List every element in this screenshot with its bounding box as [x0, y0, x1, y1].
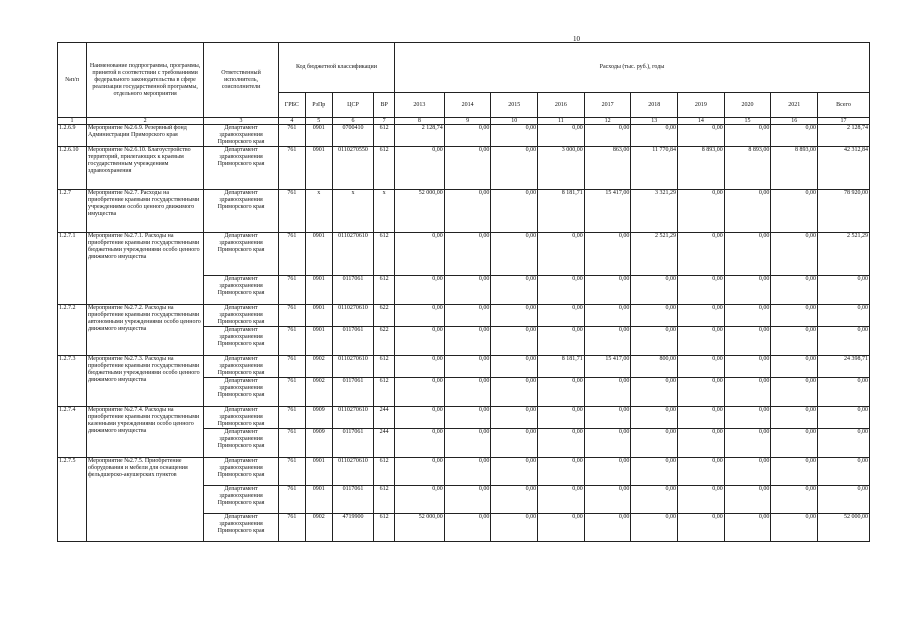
- year-value: 0,00: [678, 429, 725, 458]
- year-value: 0,00: [584, 514, 631, 542]
- year-value: 0,00: [491, 356, 538, 378]
- grbs-code: 761: [278, 378, 305, 407]
- year-value: 0,00: [395, 378, 445, 407]
- year-value: 863,00: [584, 147, 631, 190]
- year-value: 0,00: [538, 233, 585, 276]
- year-value: 0,00: [444, 233, 491, 276]
- rzpr-code: 0901: [305, 147, 332, 190]
- rzpr-code: 0901: [305, 327, 332, 356]
- vr-code: 244: [374, 407, 395, 429]
- csr-code: 0110270610: [332, 458, 373, 486]
- vr-code: 612: [374, 514, 395, 542]
- year-value: 0,00: [771, 125, 818, 147]
- grbs-code: 761: [278, 233, 305, 276]
- table-header: [58, 43, 870, 125]
- year-value: 0,00: [631, 486, 678, 514]
- row-number: 1.2.7.3: [58, 356, 87, 407]
- year-value: 0,00: [538, 458, 585, 486]
- csr-code: 0110270550: [332, 147, 373, 190]
- year-value: 0,00: [444, 514, 491, 542]
- col-header-expenses: Расходы (тыс. руб.), годы: [395, 43, 870, 93]
- col-header-responsible: Ответственный исполнитель, соисполнители: [204, 43, 279, 118]
- year-value: 0,00: [444, 407, 491, 429]
- column-number: 11: [538, 118, 585, 125]
- year-value: 0,00: [584, 407, 631, 429]
- year-value: 0,00: [395, 276, 445, 305]
- csr-code: 0700410: [332, 125, 373, 147]
- column-number: 12: [584, 118, 631, 125]
- total-value: 52 000,00: [818, 514, 870, 542]
- col-header-sub: 2013: [395, 93, 445, 118]
- col-header-name: Наименование подпрограммы, программы, принятой в соответствии с требованиями федерального законодательства в сфере реализации государственной программы, отдельного мероприятия: [87, 43, 204, 118]
- responsible-executor: Департамент здравоохранения Приморского края: [204, 125, 279, 147]
- responsible-executor: Департамент здравоохранения Приморского края: [204, 233, 279, 276]
- col-header-sub: 2020: [724, 93, 771, 118]
- year-value: 0,00: [444, 276, 491, 305]
- year-value: 0,00: [395, 233, 445, 276]
- year-value: 0,00: [538, 514, 585, 542]
- year-value: 0,00: [491, 458, 538, 486]
- activity-name: Мероприятие №2.7.2. Расходы на приобретение краевыми государственными автономными учреждениями особо ценного движимого имущества: [87, 305, 204, 356]
- year-value: 0,00: [584, 305, 631, 327]
- year-value: 2 128,74: [395, 125, 445, 147]
- year-value: 0,00: [771, 514, 818, 542]
- rzpr-code: 0901: [305, 233, 332, 276]
- year-value: 0,00: [724, 458, 771, 486]
- rzpr-code: 0909: [305, 407, 332, 429]
- column-number: 2: [87, 118, 204, 125]
- year-value: 52 000,00: [395, 190, 445, 233]
- col-header-sub: 2016: [538, 93, 585, 118]
- year-value: 3 000,00: [538, 147, 585, 190]
- column-number: 16: [771, 118, 818, 125]
- year-value: 0,00: [538, 407, 585, 429]
- year-value: 0,00: [491, 125, 538, 147]
- grbs-code: 761: [278, 125, 305, 147]
- year-value: 0,00: [724, 276, 771, 305]
- year-value: 0,00: [538, 276, 585, 305]
- year-value: 0,00: [491, 407, 538, 429]
- year-value: 0,00: [771, 276, 818, 305]
- year-value: 0,00: [771, 407, 818, 429]
- grbs-code: 761: [278, 305, 305, 327]
- col-header-num: №п/п: [58, 43, 87, 118]
- col-header-sub: 2019: [678, 93, 725, 118]
- year-value: 2 521,29: [631, 233, 678, 276]
- csr-code: 0110270610: [332, 233, 373, 276]
- row-number: 1.2.7.1: [58, 233, 87, 305]
- grbs-code: 761: [278, 276, 305, 305]
- year-value: 0,00: [444, 190, 491, 233]
- table-body: [58, 125, 870, 542]
- csr-code: 0110270610: [332, 356, 373, 378]
- vr-code: 612: [374, 356, 395, 378]
- grbs-code: 761: [278, 514, 305, 542]
- responsible-executor: Департамент здравоохранения Приморского края: [204, 514, 279, 542]
- vr-code: 622: [374, 327, 395, 356]
- rzpr-code: х: [305, 190, 332, 233]
- total-value: 0,00: [818, 407, 870, 429]
- col-header-sub: 2017: [584, 93, 631, 118]
- responsible-executor: Департамент здравоохранения Приморского края: [204, 305, 279, 327]
- year-value: 0,00: [771, 429, 818, 458]
- year-value: 0,00: [771, 305, 818, 327]
- year-value: 0,00: [491, 378, 538, 407]
- year-value: 0,00: [491, 147, 538, 190]
- year-value: 0,00: [771, 327, 818, 356]
- total-value: 0,00: [818, 276, 870, 305]
- vr-code: 622: [374, 305, 395, 327]
- col-header-sub: Всего: [818, 93, 870, 118]
- csr-code: 0117061: [332, 429, 373, 458]
- year-value: 0,00: [584, 125, 631, 147]
- grbs-code: 761: [278, 429, 305, 458]
- year-value: 0,00: [538, 429, 585, 458]
- rzpr-code: 0901: [305, 276, 332, 305]
- col-header-budget-code: Код бюджетной классификации: [278, 43, 394, 93]
- year-value: 0,00: [395, 429, 445, 458]
- year-value: 0,00: [771, 356, 818, 378]
- csr-code: 4719900: [332, 514, 373, 542]
- vr-code: 612: [374, 233, 395, 276]
- rzpr-code: 0901: [305, 486, 332, 514]
- table-row: [58, 407, 870, 429]
- year-value: 0,00: [631, 125, 678, 147]
- column-number: 17: [818, 118, 870, 125]
- vr-code: 612: [374, 125, 395, 147]
- column-number: 9: [444, 118, 491, 125]
- year-value: 800,00: [631, 356, 678, 378]
- vr-code: 612: [374, 276, 395, 305]
- table-row: [58, 147, 870, 190]
- year-value: 0,00: [631, 327, 678, 356]
- year-value: 0,00: [395, 305, 445, 327]
- year-value: 0,00: [584, 486, 631, 514]
- year-value: 0,00: [771, 486, 818, 514]
- responsible-executor: Департамент здравоохранения Приморского края: [204, 147, 279, 190]
- year-value: 0,00: [538, 125, 585, 147]
- year-value: 15 417,00: [584, 356, 631, 378]
- year-value: 0,00: [444, 458, 491, 486]
- table-row: [58, 458, 870, 486]
- total-value: 0,00: [818, 486, 870, 514]
- column-number: 14: [678, 118, 725, 125]
- rzpr-code: 0901: [305, 125, 332, 147]
- year-value: 0,00: [771, 378, 818, 407]
- column-number: 4: [278, 118, 305, 125]
- total-value: 0,00: [818, 429, 870, 458]
- grbs-code: 761: [278, 147, 305, 190]
- csr-code: 0117061: [332, 276, 373, 305]
- vr-code: 244: [374, 429, 395, 458]
- year-value: 0,00: [771, 233, 818, 276]
- row-number: 1.2.7.5: [58, 458, 87, 542]
- year-value: 0,00: [584, 233, 631, 276]
- year-value: 0,00: [584, 458, 631, 486]
- year-value: 0,00: [538, 305, 585, 327]
- activity-name: Мероприятие №2.7.5. Приобретение оборудования и мебели для оснащения фельдшерско-акушерских пунктов: [87, 458, 204, 542]
- total-value: 2 128,74: [818, 125, 870, 147]
- column-number: 15: [724, 118, 771, 125]
- year-value: 0,00: [724, 190, 771, 233]
- grbs-code: 761: [278, 356, 305, 378]
- year-value: 0,00: [678, 514, 725, 542]
- year-value: 0,00: [395, 458, 445, 486]
- responsible-executor: Департамент здравоохранения Приморского края: [204, 378, 279, 407]
- col-header-sub: ЦСР: [332, 93, 373, 118]
- year-value: 0,00: [631, 407, 678, 429]
- rzpr-code: 0901: [305, 458, 332, 486]
- responsible-executor: Департамент здравоохранения Приморского края: [204, 356, 279, 378]
- year-value: 0,00: [584, 378, 631, 407]
- col-header-sub: ВР: [374, 93, 395, 118]
- col-header-sub: 2014: [444, 93, 491, 118]
- vr-code: 612: [374, 378, 395, 407]
- year-value: 0,00: [538, 378, 585, 407]
- year-value: 8 893,00: [724, 147, 771, 190]
- year-value: 0,00: [538, 327, 585, 356]
- activity-name: Мероприятие №2.7. Расходы на приобретение краевыми государственными учреждениями особо ценного движимого имущества: [87, 190, 204, 233]
- year-value: 0,00: [678, 125, 725, 147]
- column-number: 10: [491, 118, 538, 125]
- year-value: 0,00: [395, 486, 445, 514]
- row-number: 1.2.7.4: [58, 407, 87, 458]
- csr-code: 0110270610: [332, 305, 373, 327]
- responsible-executor: Департамент здравоохранения Приморского края: [204, 327, 279, 356]
- total-value: 2 521,29: [818, 233, 870, 276]
- year-value: 0,00: [724, 407, 771, 429]
- year-value: 0,00: [678, 233, 725, 276]
- csr-code: 0117061: [332, 327, 373, 356]
- year-value: 0,00: [724, 327, 771, 356]
- column-number: 1: [58, 118, 87, 125]
- year-value: 0,00: [631, 429, 678, 458]
- table-row: [58, 356, 870, 378]
- column-number: 6: [332, 118, 373, 125]
- year-value: 0,00: [444, 327, 491, 356]
- activity-name: Мероприятие №2.7.4. Расходы на приобретение краевыми государственными казенными учреждениями особо ценного движимого имущества: [87, 407, 204, 458]
- total-value: 0,00: [818, 327, 870, 356]
- year-value: 0,00: [678, 327, 725, 356]
- vr-code: 612: [374, 147, 395, 190]
- year-value: 0,00: [491, 486, 538, 514]
- year-value: 0,00: [584, 429, 631, 458]
- responsible-executor: Департамент здравоохранения Приморского края: [204, 276, 279, 305]
- year-value: 8 893,00: [678, 147, 725, 190]
- year-value: 0,00: [538, 486, 585, 514]
- year-value: 0,00: [724, 305, 771, 327]
- year-value: 15 417,00: [584, 190, 631, 233]
- year-value: 0,00: [631, 276, 678, 305]
- row-number: 1.2.7.2: [58, 305, 87, 356]
- grbs-code: 761: [278, 407, 305, 429]
- activity-name: Мероприятие №2.6.10. Благоустройство территорий, прилегающих к краевым государственным учреждениям здравоохранения: [87, 147, 204, 190]
- rzpr-code: 0902: [305, 378, 332, 407]
- column-number: 8: [395, 118, 445, 125]
- rzpr-code: 0909: [305, 429, 332, 458]
- col-header-sub: 2015: [491, 93, 538, 118]
- year-value: 0,00: [491, 327, 538, 356]
- rzpr-code: 0901: [305, 305, 332, 327]
- year-value: 8 893,00: [771, 147, 818, 190]
- year-value: 0,00: [491, 514, 538, 542]
- grbs-code: 761: [278, 486, 305, 514]
- year-value: 0,00: [678, 305, 725, 327]
- column-number: 13: [631, 118, 678, 125]
- year-value: 0,00: [395, 327, 445, 356]
- year-value: 0,00: [444, 378, 491, 407]
- year-value: 0,00: [444, 486, 491, 514]
- year-value: 0,00: [444, 125, 491, 147]
- year-value: 0,00: [584, 276, 631, 305]
- year-value: 0,00: [395, 356, 445, 378]
- grbs-code: 761: [278, 190, 305, 233]
- row-number: 1.2.6.9: [58, 125, 87, 147]
- grbs-code: 761: [278, 327, 305, 356]
- year-value: 0,00: [678, 356, 725, 378]
- col-header-sub: 2018: [631, 93, 678, 118]
- total-value: 0,00: [818, 458, 870, 486]
- year-value: 0,00: [724, 429, 771, 458]
- total-value: 0,00: [818, 305, 870, 327]
- year-value: 0,00: [444, 305, 491, 327]
- year-value: 0,00: [678, 378, 725, 407]
- year-value: 0,00: [631, 458, 678, 486]
- year-value: 0,00: [678, 276, 725, 305]
- year-value: 0,00: [724, 356, 771, 378]
- year-value: 0,00: [678, 190, 725, 233]
- year-value: 0,00: [678, 407, 725, 429]
- col-header-sub: РзПр: [305, 93, 332, 118]
- year-value: 11 770,84: [631, 147, 678, 190]
- year-value: 0,00: [631, 514, 678, 542]
- year-value: 0,00: [584, 327, 631, 356]
- budget-table: [57, 42, 870, 542]
- year-value: 52 000,00: [395, 514, 445, 542]
- year-value: 3 321,29: [631, 190, 678, 233]
- responsible-executor: Департамент здравоохранения Приморского края: [204, 458, 279, 486]
- year-value: 0,00: [444, 356, 491, 378]
- csr-code: 0117061: [332, 486, 373, 514]
- year-value: 0,00: [724, 125, 771, 147]
- column-numbers-row: [58, 118, 870, 125]
- column-number: 7: [374, 118, 395, 125]
- table-row: [58, 233, 870, 276]
- year-value: 0,00: [491, 305, 538, 327]
- csr-code: 0117061: [332, 378, 373, 407]
- year-value: 0,00: [631, 305, 678, 327]
- vr-code: х: [374, 190, 395, 233]
- responsible-executor: Департамент здравоохранения Приморского края: [204, 407, 279, 429]
- column-number: 3: [204, 118, 279, 125]
- year-value: 0,00: [491, 233, 538, 276]
- responsible-executor: Департамент здравоохранения Приморского края: [204, 486, 279, 514]
- year-value: 0,00: [491, 190, 538, 233]
- row-number: 1.2.7: [58, 190, 87, 233]
- table-row: [58, 125, 870, 147]
- year-value: 0,00: [678, 486, 725, 514]
- activity-name: Мероприятие №2.7.1. Расходы на приобретение краевыми государственными бюджетными учреждениями особо ценного движимого имущества: [87, 233, 204, 305]
- total-value: 24 398,71: [818, 356, 870, 378]
- year-value: 0,00: [724, 233, 771, 276]
- rzpr-code: 0902: [305, 356, 332, 378]
- csr-code: 0110270610: [332, 407, 373, 429]
- year-value: 0,00: [395, 147, 445, 190]
- year-value: 0,00: [724, 378, 771, 407]
- year-value: 0,00: [444, 429, 491, 458]
- column-number: 5: [305, 118, 332, 125]
- csr-code: х: [332, 190, 373, 233]
- vr-code: 612: [374, 458, 395, 486]
- total-value: 0,00: [818, 378, 870, 407]
- rzpr-code: 0902: [305, 514, 332, 542]
- responsible-executor: Департамент здравоохранения Приморского края: [204, 190, 279, 233]
- total-value: 78 920,00: [818, 190, 870, 233]
- row-number: 1.2.6.10: [58, 147, 87, 190]
- year-value: 8 181,71: [538, 190, 585, 233]
- vr-code: 612: [374, 486, 395, 514]
- year-value: 0,00: [491, 429, 538, 458]
- year-value: 0,00: [771, 458, 818, 486]
- col-header-sub: ГРБС: [278, 93, 305, 118]
- year-value: 0,00: [724, 514, 771, 542]
- col-header-sub: 2021: [771, 93, 818, 118]
- total-value: 42 312,84: [818, 147, 870, 190]
- activity-name: Мероприятие №2.7.3. Расходы на приобретение краевыми государственными бюджетными учреждениями особо ценного движимого имущества: [87, 356, 204, 407]
- year-value: 0,00: [771, 190, 818, 233]
- year-value: 0,00: [444, 147, 491, 190]
- year-value: 8 181,71: [538, 356, 585, 378]
- responsible-executor: Департамент здравоохранения Приморского края: [204, 429, 279, 458]
- year-value: 0,00: [724, 486, 771, 514]
- page-number: 10: [573, 35, 580, 43]
- grbs-code: 761: [278, 458, 305, 486]
- year-value: 0,00: [631, 378, 678, 407]
- year-value: 0,00: [678, 458, 725, 486]
- year-value: 0,00: [395, 407, 445, 429]
- year-value: 0,00: [491, 276, 538, 305]
- table-row: [58, 305, 870, 327]
- activity-name: Мероприятие №2.6.9. Резервный фонд Администрации Приморского края: [87, 125, 204, 147]
- table-row: [58, 190, 870, 233]
